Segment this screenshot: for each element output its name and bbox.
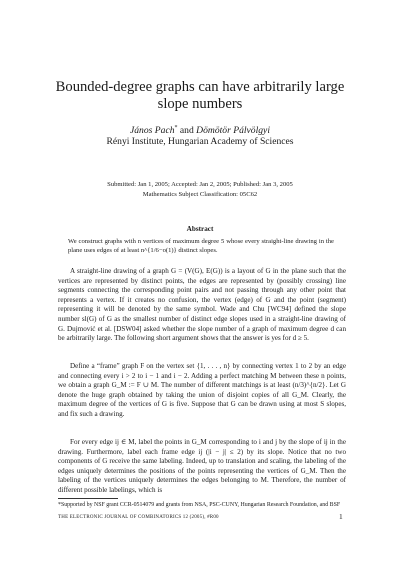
authors (40, 125, 360, 136)
affiliation: Rényi Institute, Hungarian Academy of Sciences (106, 136, 294, 147)
body-paragraph-3: For every edge ij ∈ M, label the points in G_M corresponding to i and j by the slope of ij in the drawing. Furthermore, label each frame edge ij (|i − j| ≤ 2) by its slope. Notice that no two components of G receive the same labeling. Indeed, up to translation and scaling, the labeling of the edges uniquely determines the positions of the points representing the vertices of G_M. Then the labeling of the vertices uniquely determines the edges belonging to M. Therefore, the number of different possible labelings, which is (58, 438, 346, 494)
page-number: 1 (339, 512, 343, 521)
footnote: *Supported by NSF grant CCR-0514079 and grants from NSA, PSC-CUNY, Hungarian Research Foundation, and BSF (58, 502, 341, 508)
subject-classification: Mathematics Subject Classification: 05C62 (142, 191, 258, 198)
paper-title-line-1: Bounded-degree graphs can have arbitrarily large (55, 79, 345, 95)
abstract-text: We construct graphs with n vertices of maximum degree 5 whose every straight-line drawing in the plane uses edges of at least n^{1/6−o(1)} distinct slopes. (68, 238, 334, 254)
paper-title-line-2: slope numbers (157, 96, 243, 112)
abstract-heading: Abstract (186, 225, 214, 233)
footnote-rule (58, 498, 118, 499)
body-paragraph-2: Define a “frame” graph F on the vertex set {1, . . . , n} by connecting vertex 1 to 2 by an edge and connecting every i > 2 to i − 1 and i − 2. Adding a perfect matching M between these n points, we obtain a graph G_M := F ∪ M. The number of different matchings is at least (n/3)^{n/2}. Let G denote the huge graph obtained by taking the union of disjoint copies of all G_M. Clearly, the maximum degree of the vertices of G is five. Suppose that G can be drawn using at most S slopes, and fix such a drawing. (58, 362, 346, 418)
author-1: János Pach (130, 125, 175, 137)
body-paragraph-1: A straight-line drawing of a graph G = (V(G), E(G)) is a layout of G in the plane such that the vertices are represented by distinct points, the edges are represented by (possibly crossing) line segments connecting the corresponding point pairs and not passing through any other point that represents a vertex. If it creates no confusion, the vertex (edge) of G and the point (segment) representing it will be denoted by the same symbol. Wade and Chu [WC94] defined the slope number sl(G) of G as the smallest number of distinct edge slopes used in a straight-line drawing of G. Dujmović et al. [DSW04] asked whether the slope number of a graph of maximum degree d can be arbitrarily large. The following short argument shows that the answer is yes for d ≥ 5. (58, 267, 346, 343)
authors-and: and (179, 125, 194, 137)
author-2: Dömötör Pálvölgyi (196, 125, 270, 137)
submission-dates: Submitted: Jan 1, 2005; Accepted: Jan 2, 2005; Published: Jan 3, 2005 (107, 181, 293, 188)
journal-footer: THE ELECTRONIC JOURNAL OF COMBINATORICS 12 (2005), #R00 (58, 515, 219, 520)
author-1-footnote-mark: * (174, 125, 178, 131)
